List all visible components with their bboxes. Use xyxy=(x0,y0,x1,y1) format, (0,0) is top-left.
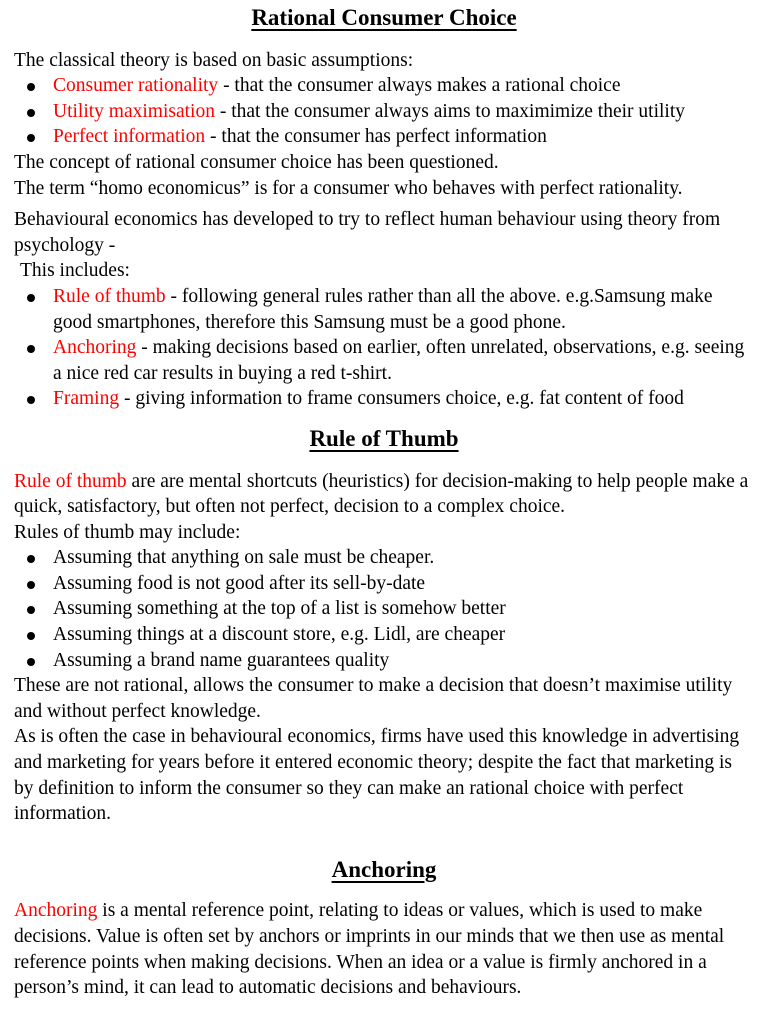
term-rule-of-thumb: Rule of thumb xyxy=(53,285,166,307)
term-consumer-rationality: Consumer rationality xyxy=(53,75,219,97)
list-item: Assuming something at the top of a list is somehow better xyxy=(14,596,754,622)
heading-rule-of-thumb: Rule of Thumb xyxy=(309,425,459,451)
term-perfect-information: Perfect information xyxy=(53,126,206,148)
list-item-text: - following general rules rather than all the above. e.g.Samsung make good smartphones, therefore this Samsung must be a good phone. xyxy=(53,285,713,333)
list-item-text: - giving information to frame consumers choice, e.g. fat content of food xyxy=(119,388,684,410)
heading-rational-consumer-choice: Rational Consumer Choice xyxy=(251,5,517,30)
behavioural-economics-paragraph: Behavioural economics has developed to try to reflect human behaviour using theory from psychology - xyxy=(14,209,721,256)
term-anchoring-lead: Anchoring xyxy=(14,900,98,922)
questioned-sentence: The concept of rational consumer choice has been questioned. xyxy=(14,151,499,173)
term-rule-of-thumb-lead: Rule of thumb xyxy=(14,470,127,492)
anchoring-definition xyxy=(14,898,754,1000)
list-item-text: - that the consumer always makes a rational choice xyxy=(218,75,621,97)
list-item: Assuming things at a discount store, e.g. Lidl, are cheaper xyxy=(14,622,754,648)
term-utility-maximisation: Utility maximisation xyxy=(53,100,215,122)
rule-of-thumb-definition xyxy=(14,469,754,520)
list-item: Assuming food is not good after its sell-by-date xyxy=(14,571,754,597)
term-anchoring: Anchoring xyxy=(53,337,137,359)
list-item-text: - making decisions based on earlier, often unrelated, observations, e.g. seeing a nice red car results in buying a red t-shirt. xyxy=(53,337,745,384)
rules-of-thumb-list xyxy=(14,545,754,673)
may-include-label: Rules of thumb may include: xyxy=(14,521,241,543)
definition-text: is a mental reference point, relating to ideas or values, which is used to make decisions. Value is often set by anchors or imprints in our minds that we then use as mental reference points when making decisions. When an idea or a value is firmly anchored in a person’s mind, it can lead to automatic decisions and behaviours. xyxy=(14,900,725,999)
list-item xyxy=(14,99,754,125)
heading-anchoring: Anchoring xyxy=(331,856,437,882)
list-item xyxy=(14,284,754,335)
list-item: Assuming a brand name guarantees quality xyxy=(14,648,754,674)
list-item-text: - that the consumer always aims to maximimize their utility xyxy=(214,100,686,122)
assumptions-list xyxy=(14,73,754,150)
classical-theory-intro: The classical theory is based on basic assumptions: xyxy=(14,49,414,71)
includes-label: This includes: xyxy=(20,260,130,282)
list-item: Assuming that anything on sale must be cheaper. xyxy=(14,545,754,571)
homo-economicus-sentence: The term “homo economicus” is for a consumer who behaves with perfect rationality. xyxy=(14,177,683,199)
definition-text: are are mental shortcuts (heuristics) for decision-making to help people make a quick, satisfactory, but often not perfect, decision to a complex choice. xyxy=(14,470,749,518)
list-item xyxy=(14,386,754,412)
list-item xyxy=(14,73,754,99)
not-rational-paragraph: These are not rational, allows the consumer to make a decision that doesn’t maximise utility and without perfect knowledge. xyxy=(14,675,733,722)
term-framing: Framing xyxy=(53,388,120,410)
list-item xyxy=(14,335,754,386)
marketing-paragraph: As is often the case in behavioural economics, firms have used this knowledge in advertising and marketing for years before it entered economic theory; despite the fact that marketing is by definition to inform the consumer so they can make an rational choice with perfect information. xyxy=(14,726,740,825)
list-item xyxy=(14,124,754,150)
list-item-text: - that the consumer has perfect information xyxy=(205,126,547,148)
behavioural-concepts-list xyxy=(14,284,754,412)
